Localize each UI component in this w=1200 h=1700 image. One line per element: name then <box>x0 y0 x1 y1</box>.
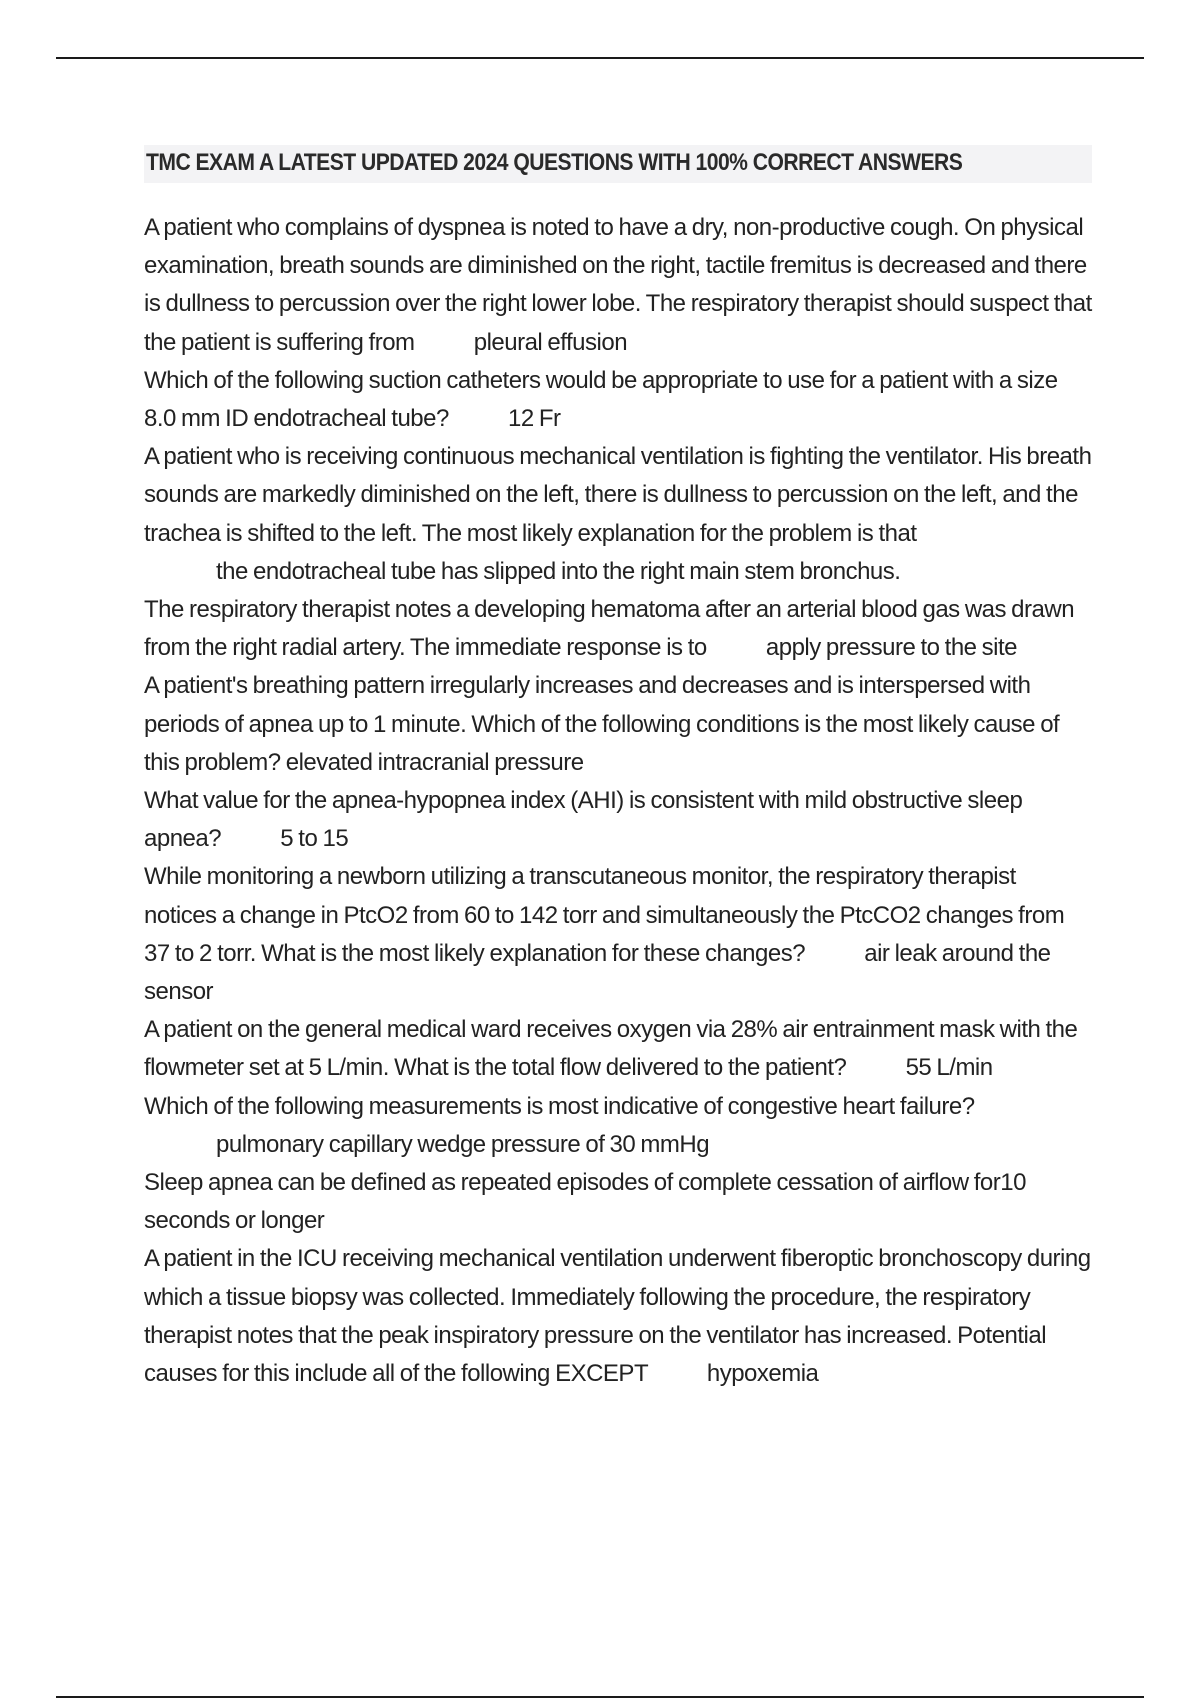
qa-item <box>144 1164 1092 1240</box>
qa-item <box>144 591 1092 667</box>
document-title: TMC EXAM A LATEST UPDATED 2024 QUESTIONS WITH 100% CORRECT ANSWERS <box>146 149 963 176</box>
qa-item <box>144 667 1092 782</box>
qa-item <box>144 858 1092 1011</box>
document-body <box>144 145 1092 1393</box>
question-text: A patient on the general medical ward receives oxygen via 28% air entrainment mask with the flowmeter set at 5 L/min. What is the total flow delivered to the patient? <box>144 1016 1078 1082</box>
qa-item <box>144 782 1092 858</box>
top-rule <box>56 57 1144 59</box>
question-text: A patient who complains of dyspnea is noted to have a dry, non-productive cough. On physical examination, breath sounds are diminished on the right, tactile fremitus is decreased and there is dullness to percussion over the right lower lobe. The respiratory therapist should suspect that the patient is suffering from <box>144 214 1092 356</box>
qa-item <box>144 438 1092 591</box>
question-text: Sleep apnea can be defined as repeated episodes of complete cessation of airflow for <box>144 1169 1001 1197</box>
answer-text: hypoxemia <box>706 1360 819 1388</box>
qa-item <box>144 209 1092 362</box>
answer-text: apply pressure to the site <box>765 634 1018 662</box>
answer-text: air leak around the sensor <box>144 939 1051 1006</box>
answer-text: the endotracheal tube has slipped into the right main stem bronchus. <box>216 557 901 585</box>
answer-text: 10 seconds or longer <box>144 1169 1026 1235</box>
answer-text: pleural effusion <box>473 328 628 356</box>
answer-text: 5 to 15 <box>280 825 349 853</box>
answer-text: 55 L/min <box>905 1054 993 1082</box>
question-text: What value for the apnea-hypopnea index (AHI) is consistent with mild obstructive sleep apnea? <box>144 787 1023 853</box>
qa-item <box>144 1011 1092 1087</box>
question-text: The respiratory therapist notes a developing hematoma after an arterial blood gas was drawn from the right radial artery. The immediate response is to <box>144 596 1075 662</box>
answer-text: pulmonary capillary wedge pressure of 30 mmHg <box>216 1130 710 1158</box>
question-text: A patient in the ICU receiving mechanical ventilation underwent fiberoptic bronchoscopy during which a tissue biopsy was collected. Immediately following the procedure, the respiratory therapist notes that the peak inspiratory pressure on the ventilator has increased. Potential causes for this include all of the following EXCEPT <box>144 1245 1091 1388</box>
title-bar <box>144 145 1092 183</box>
question-text: A patient who is receiving continuous mechanical ventilation is fighting the ventilator. His breath sounds are markedly diminished on the left, there is dullness to percussion on the left, and the trachea is shifted to the left. The most likely explanation for the problem is that <box>144 443 1092 547</box>
answer-text: 12 Fr <box>508 405 561 433</box>
question-text: A patient's breathing pattern irregularly increases and decreases and is interspersed with periods of apnea up to 1 minute. Which of the following conditions is the most likely cause of this problem? <box>144 672 1060 776</box>
question-text: Which of the following measurements is most indicative of congestive heart failure? <box>144 1092 975 1120</box>
question-text: While monitoring a newborn utilizing a transcutaneous monitor, the respiratory therapist notices a change in PtcO2 from 60 to 142 torr and simultaneously the PtcCO2 changes from 37 to 2 torr. What is the most likely explanation for these changes? <box>144 863 1065 967</box>
qa-list <box>144 209 1092 1393</box>
qa-item <box>144 1088 1092 1164</box>
qa-item <box>144 1240 1092 1393</box>
question-text: Which of the following suction catheters would be appropriate to use for a patient with a size 8.0 mm ID endotracheal tube? <box>144 366 1058 433</box>
qa-item <box>144 362 1092 438</box>
answer-text: elevated intracranial pressure <box>285 748 584 776</box>
bottom-rule <box>56 1696 1144 1698</box>
